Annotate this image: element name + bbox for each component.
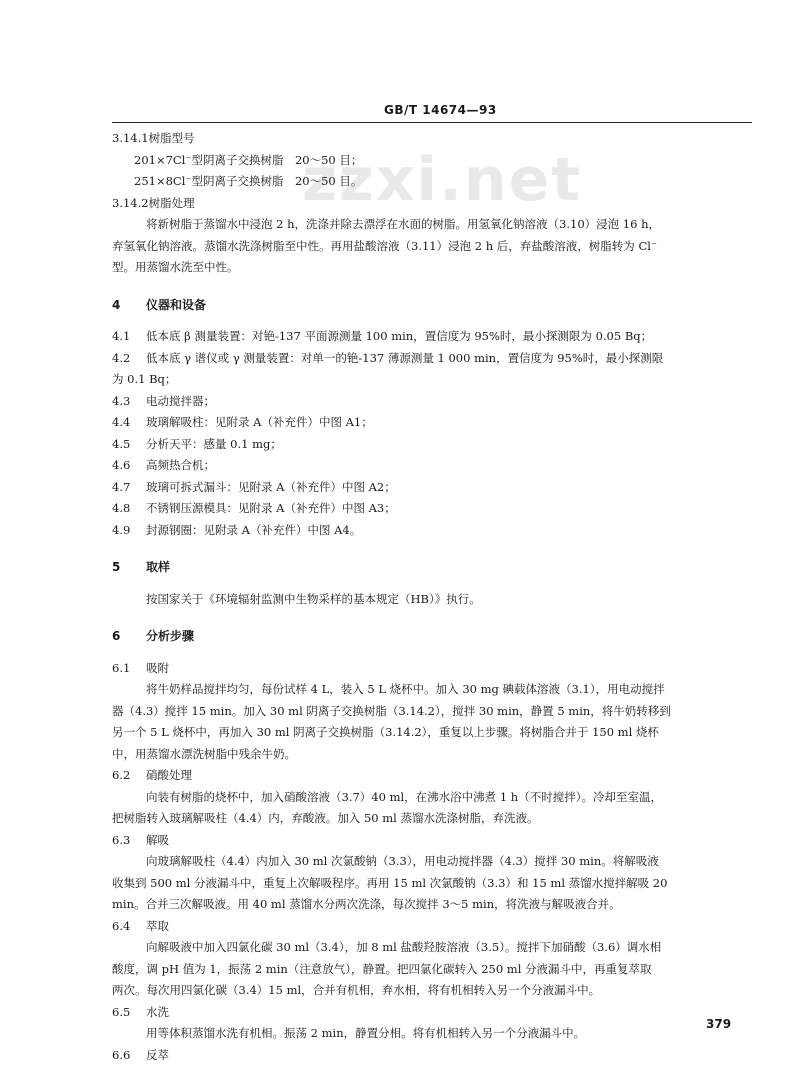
text-line — [112, 830, 757, 852]
spacer — [112, 579, 757, 589]
text-line — [112, 257, 757, 279]
text-line — [112, 679, 757, 701]
text-line — [112, 787, 757, 809]
clause-number: 4.5 — [112, 436, 131, 451]
line-text: 低本底 γ 谱仪或 γ 测量装置：对单一的铯-137 薄源测量 1 000 min，置信度为 95%时，最小探测限 — [146, 350, 664, 365]
line-text: 201×7Cl⁻型阴离子交换树脂 20～50 目； — [134, 152, 363, 167]
clause-number: 4.8 — [112, 501, 131, 515]
clause-number: 3.14.2 — [112, 195, 149, 210]
line-text: 收集到 500 ml 分液漏斗中，重复上次解吸程序。再用 15 ml 次氯酸钠（3.3）和 15 ml 蒸馏水搅拌解吸 20 — [112, 875, 668, 890]
line-text: 解吸 — [146, 832, 169, 847]
line-text: 树脂型号 — [148, 131, 195, 145]
line-text: 型。用蒸馏水洗至中性。 — [112, 260, 239, 274]
clause-number: 6.4 — [112, 918, 131, 933]
line-text: 吸附 — [146, 660, 169, 675]
text-line — [112, 894, 757, 916]
page-number: 379 — [706, 1017, 732, 1031]
line-text: 仪器和设备 — [146, 297, 207, 312]
page-header — [112, 100, 752, 123]
clause-number: 6.3 — [112, 832, 131, 847]
clause-number: 6.2 — [112, 768, 131, 782]
line-text: min。合并三次解吸液。用 40 ml 蒸馏水分两次洗涤，每次搅拌 3～5 min，将洗液与解吸液合并。 — [112, 897, 621, 911]
text-line — [112, 916, 757, 938]
clause-number: 4.1 — [112, 329, 131, 343]
line-text: 251×8Cl⁻型阴离子交换树脂 20～50 目。 — [134, 174, 363, 188]
line-text: 按国家关于《环境辐射监测中生物采样的基本规定（HB）》执行。 — [146, 591, 481, 606]
text-line — [112, 412, 757, 434]
text-line — [112, 765, 757, 787]
text-line — [112, 498, 757, 520]
line-text: 高频热合机； — [146, 458, 215, 472]
line-text: 用等体积蒸馏水洗有机相。振荡 2 min，静置分相。将有机相转入另一个分液漏斗中。 — [146, 1026, 586, 1040]
text-line — [112, 1002, 757, 1024]
line-text: 器（4.3）搅拌 15 min。加入 30 ml 阴离子交换树脂（3.14.2），搅拌 30 min，静置 5 min，将牛奶转移到 — [112, 703, 671, 718]
line-text: 水洗 — [146, 1004, 169, 1019]
text-line — [112, 477, 757, 499]
line-text: 将牛奶样品搅拌均匀，每份试样 4 L，装入 5 L 烧杯中。加入 30 mg 碘载体溶液（3.1），用电动搅拌 — [146, 682, 665, 696]
line-text: 反萃 — [146, 1047, 169, 1062]
line-text: 把树脂转入玻璃解吸柱（4.4）内，弃酸液。加入 50 ml 蒸馏水洗涤树脂，弃洗液。 — [112, 811, 539, 825]
spacer — [112, 648, 757, 658]
text-line — [112, 520, 757, 542]
clause-number: 6.5 — [112, 1004, 131, 1019]
text-line — [112, 589, 757, 611]
standard-code: GB/T 14674—93 — [384, 103, 497, 117]
section-heading — [112, 295, 757, 317]
spacer — [112, 316, 757, 326]
text-line — [112, 722, 757, 744]
body-text — [112, 128, 757, 1066]
text-line — [112, 980, 757, 1002]
text-line — [112, 434, 757, 456]
line-text: 弃氢氧化钠溶液。蒸馏水洗涤树脂至中性。再用盐酸溶液（3.11）浸泡 2 h 后，弃盐酸溶液，树脂转为 Cl⁻ — [112, 238, 657, 253]
line-text: 封源钢圈：见附录 A（补充件）中图 A4。 — [146, 522, 362, 537]
clause-number: 3.14.1 — [112, 131, 149, 145]
line-text: 将新树脂于蒸馏水中浸泡 2 h，洗涤并除去漂浮在水面的树脂。用氢氧化钠溶液（3.10）浸泡 16 h， — [146, 217, 660, 231]
clause-number: 6.1 — [112, 660, 131, 675]
text-line — [112, 1045, 757, 1067]
clause-number: 4.6 — [112, 458, 131, 472]
line-text: 玻璃可拆式漏斗：见附录 A（补充件）中图 A2； — [146, 479, 396, 494]
text-line — [112, 658, 757, 680]
line-text: 向玻璃解吸柱（4.4）内加入 30 ml 次氯酸钠（3.3），用电动搅拌器（4.3）搅拌 30 min。将解吸液 — [146, 854, 659, 868]
line-text: 向装有树脂的烧杯中，加入硝酸溶液（3.7）40 ml，在沸水浴中沸煮 1 h（不时搅拌）。冷却至室温， — [146, 789, 662, 804]
line-text: 分析天平：感量 0.1 mg； — [146, 436, 282, 451]
clause-number: 4.2 — [112, 350, 131, 365]
clause-number: 6.6 — [112, 1047, 131, 1062]
text-line — [112, 455, 757, 477]
watermark: zzxi.net — [302, 145, 582, 215]
clause-number: 4.4 — [112, 415, 131, 429]
text-line — [112, 369, 757, 391]
text-line — [112, 326, 757, 348]
text-line — [112, 348, 757, 370]
line-text: 低本底 β 测量装置：对铯-137 平面源测量 100 min，置信度为 95%时，最小探测限为 0.05 Bq； — [146, 329, 653, 343]
spacer — [112, 279, 757, 289]
text-line — [112, 851, 757, 873]
text-line — [112, 391, 757, 413]
line-text: 萃取 — [146, 918, 169, 933]
line-text: 不锈钢压源模具：见附录 A（补充件）中图 A3； — [146, 501, 396, 515]
line-text: 电动搅拌器； — [146, 393, 215, 408]
text-line — [112, 193, 757, 215]
spacer — [112, 610, 757, 620]
text-line — [112, 808, 757, 830]
line-text: 硝酸处理 — [146, 768, 192, 782]
text-line — [112, 150, 757, 172]
line-text: 玻璃解吸柱：见附录 A（补充件）中图 A1； — [146, 415, 373, 429]
clause-number: 4 — [112, 297, 121, 312]
section-heading — [112, 626, 757, 648]
clause-number: 4.3 — [112, 393, 131, 408]
line-text: 酸度，调 pH 值为 1，振荡 2 min（注意放气），静置。把四氯化碳转入 250 ml 分液漏斗中，再重复萃取 — [112, 961, 652, 976]
clause-number: 6 — [112, 629, 121, 643]
text-line — [112, 128, 757, 150]
text-line — [112, 937, 757, 959]
line-text: 分析步骤 — [146, 629, 195, 643]
text-line — [112, 744, 757, 766]
line-text: 向解吸液中加入四氯化碳 30 ml（3.4），加 8 ml 盐酸羟胺溶液（3.5）。搅拌下加硝酸（3.6）调水相 — [146, 940, 662, 954]
line-text: 另一个 5 L 烧杯中，再加入 30 ml 阴离子交换树脂（3.14.2），重复以上步骤。将树脂合并于 150 ml 烧杯 — [112, 725, 659, 739]
clause-number: 4.9 — [112, 522, 131, 537]
text-line — [112, 1023, 757, 1045]
text-line — [112, 959, 757, 981]
text-line — [112, 873, 757, 895]
line-text: 为 0.1 Bq； — [112, 372, 177, 386]
spacer — [112, 541, 757, 551]
line-text: 中，用蒸馏水漂洗树脂中残余牛奶。 — [112, 746, 296, 761]
text-line — [112, 701, 757, 723]
line-text: 两次。每次用四氯化碳（3.4）15 ml，合并有机相，弃水相，将有机相转入另一个分液漏斗中。 — [112, 983, 601, 997]
line-text: 树脂处理 — [148, 195, 195, 210]
clause-number: 4.7 — [112, 479, 131, 494]
text-line — [112, 171, 757, 193]
section-heading — [112, 557, 757, 579]
text-line — [112, 214, 757, 236]
clause-number: 5 — [112, 560, 121, 574]
text-line — [112, 236, 757, 258]
line-text: 取样 — [146, 560, 171, 574]
